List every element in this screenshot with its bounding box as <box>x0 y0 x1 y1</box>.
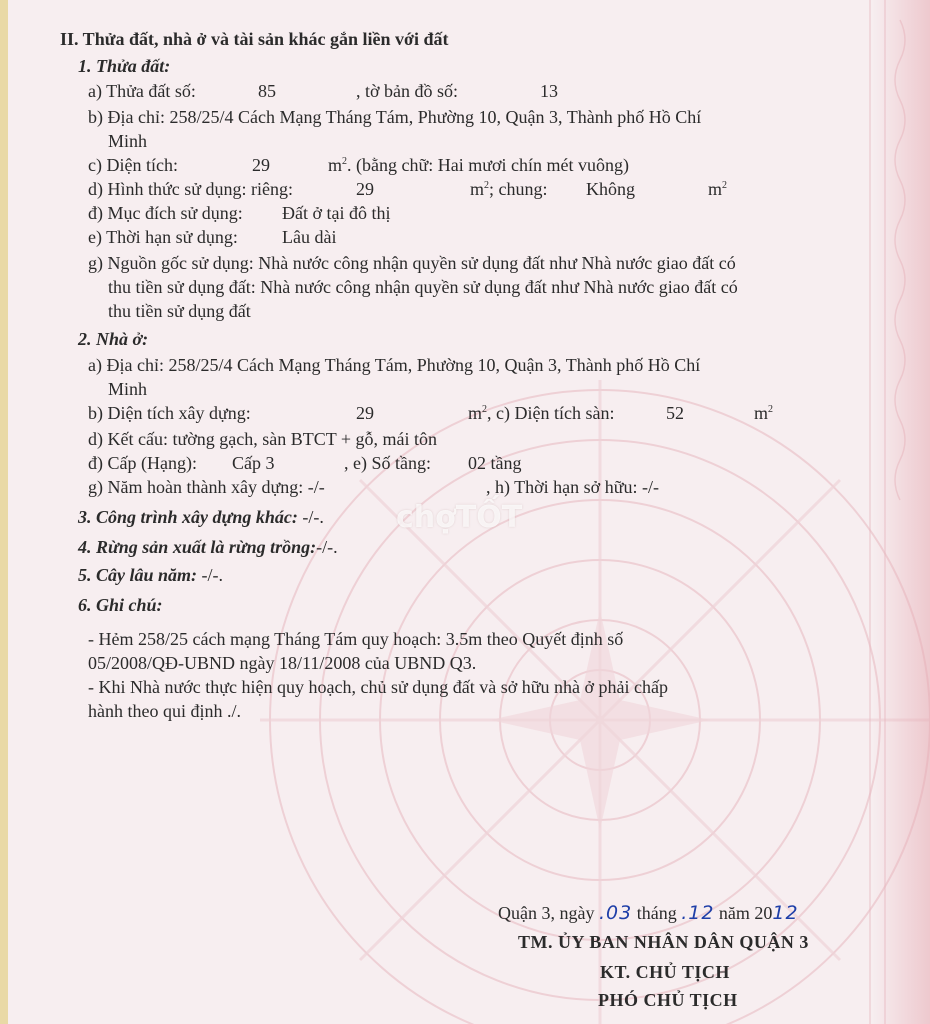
house-floor-area-unit: $m^2$ <box>754 403 774 423</box>
land-use-common-unit: $m^2$ <box>708 179 728 199</box>
house-heading: 2. Nhà ở: <box>78 329 149 349</box>
land-area-label: c) Diện tích: <box>88 155 178 175</box>
land-map-number: 13 <box>540 81 558 101</box>
house-floor-area-label: $m^2$, c) Diện tích sàn: <box>468 403 615 423</box>
land-term-label: e) Thời hạn sử dụng: <box>88 227 238 247</box>
chotot-watermark: chợTỐT <box>396 500 523 535</box>
house-ownership-term: , h) Thời hạn sở hữu: -/- <box>486 477 659 497</box>
land-parcel-number: 85 <box>258 81 276 101</box>
land-area-value: 29 <box>252 155 270 175</box>
land-purpose-value: Đất ở tại đô thị <box>282 203 391 223</box>
land-use-common-value: Không <box>586 179 635 199</box>
section-title: II. Thửa đất, nhà ở và tài sản khác gắn liền với đất <box>60 29 449 49</box>
house-address-line2: Minh <box>108 379 148 399</box>
perennial-trees: 5. Cây lâu năm: -/-. <box>78 565 224 585</box>
land-map-label: , tờ bản đồ số: <box>356 81 459 101</box>
signing-title: PHÓ CHỦ TỊCH <box>598 990 738 1010</box>
signing-date: Quận 3, ngày .03 tháng .12 năm 2012 <box>498 902 799 924</box>
land-purpose-label: đ) Mục đích sử dụng: <box>88 203 243 223</box>
land-origin-line1: g) Nguồn gốc sử dụng: Nhà nước công nhận quyền sử dụng đất như Nhà nước giao đất có <box>88 253 736 273</box>
house-grade-value: Cấp 3 <box>232 453 275 473</box>
note-2-line1: - Khi Nhà nước thực hiện quy hoạch, chủ sử dụng đất và sở hữu nhà ở phải chấp <box>88 677 668 697</box>
signing-on-behalf: KT. CHỦ TỊCH <box>600 962 730 982</box>
land-heading: 1. Thửa đất: <box>78 56 171 76</box>
land-origin-line2: thu tiền sử dụng đất: Nhà nước công nhận quyền sử dụng đất như Nhà nước giao đất có <box>108 277 738 297</box>
land-address-line1: b) Địa chỉ: 258/25/4 Cách Mạng Tháng Tám, Phường 10, Quận 3, Thành phố Hồ Chí <box>88 107 702 127</box>
house-grade-label: đ) Cấp (Hạng): <box>88 453 197 473</box>
house-address-line1: a) Địa chỉ: 258/25/4 Cách Mạng Tháng Tám, Phường 10, Quận 3, Thành phố Hồ Chí <box>88 355 701 375</box>
land-use-form-label: d) Hình thức sử dụng: riêng: <box>88 179 293 199</box>
note-1-line1: - Hẻm 258/25 cách mạng Tháng Tám quy hoạch: 3.5m theo Quyết định số <box>88 629 624 649</box>
house-floors-label: , e) Số tầng: <box>344 453 431 473</box>
other-construction: 3. Công trình xây dựng khác: -/-. <box>78 507 324 527</box>
house-floor-area-value: 52 <box>666 403 684 423</box>
land-term-value: Lâu dài <box>282 227 337 247</box>
notes-heading: 6. Ghi chú: <box>78 595 163 615</box>
signing-day: .03 <box>598 902 633 924</box>
production-forest: 4. Rừng sản xuất là rừng trồng:-/-. <box>78 537 338 557</box>
house-structure: d) Kết cấu: tường gạch, sàn BTCT + gỗ, mái tôn <box>88 429 438 449</box>
signing-year: 12 <box>772 902 799 924</box>
land-address-line2: Minh <box>108 131 148 151</box>
land-origin-line3: thu tiền sử dụng đất <box>108 301 251 321</box>
note-2-line2: hành theo qui định ./. <box>88 701 241 721</box>
house-build-area-value: 29 <box>356 403 374 423</box>
house-build-area-label: b) Diện tích xây dựng: <box>88 403 251 423</box>
signing-organization: TM. ỦY BAN NHÂN DÂN QUẬN 3 <box>518 932 809 952</box>
house-completion-year: g) Năm hoàn thành xây dựng: -/- <box>88 477 325 497</box>
land-area-unit: $m^2$. (bằng chữ: Hai mươi chín mét vuông) <box>328 155 629 175</box>
land-parcel-label: a) Thửa đất số: <box>88 81 196 101</box>
note-1-line2: 05/2008/QĐ-UBND ngày 18/11/2008 của UBND Q3. <box>88 653 477 673</box>
land-use-common: $m^2$; chung: <box>470 179 548 199</box>
house-floors-value: 02 tầng <box>468 453 522 473</box>
land-use-private-value: 29 <box>356 179 374 199</box>
signing-month: .12 <box>681 902 715 924</box>
